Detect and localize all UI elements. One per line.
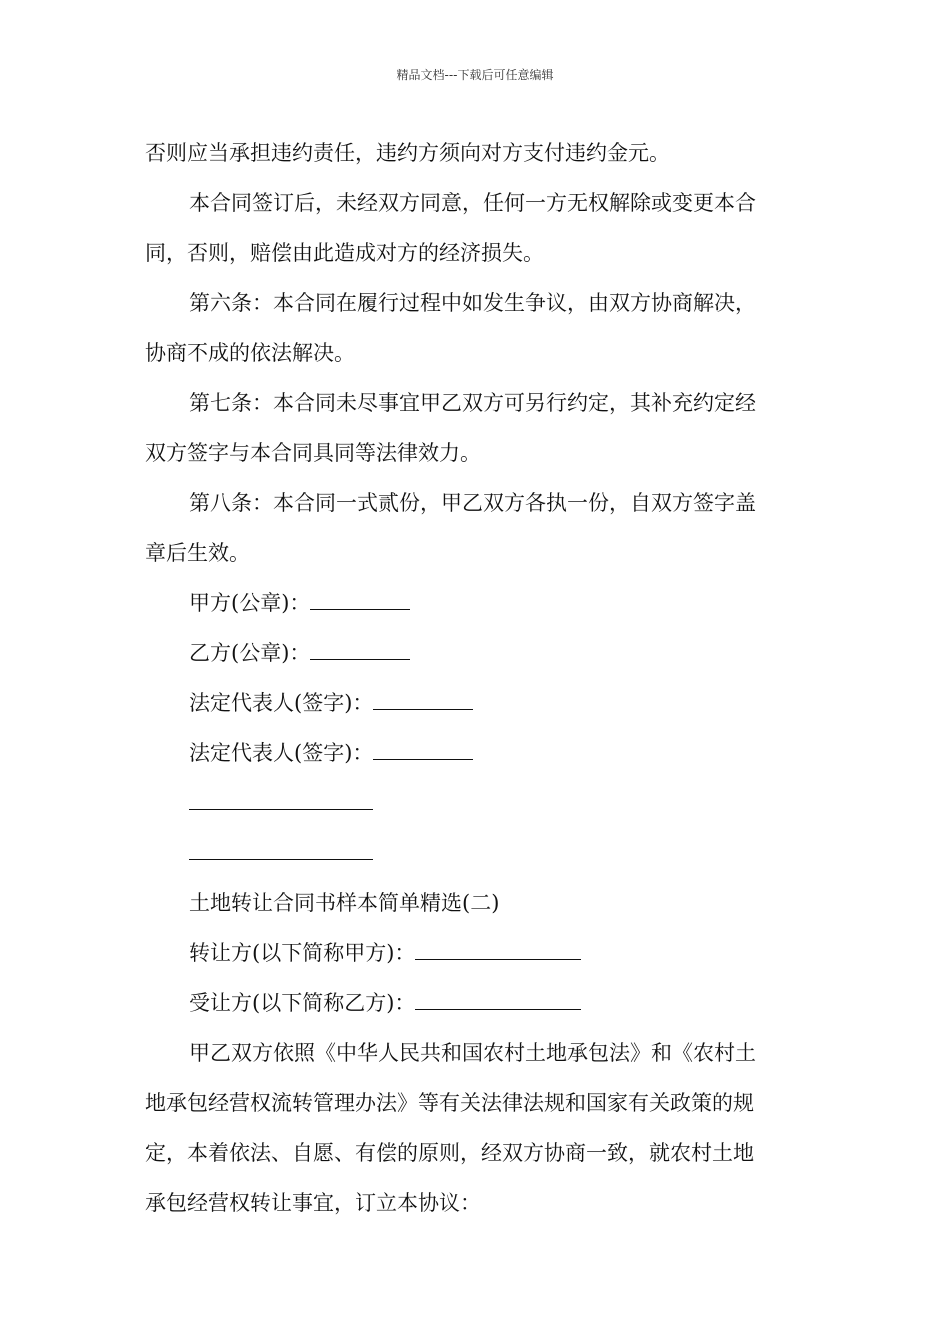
paragraph-line: 章后生效。 xyxy=(145,541,250,565)
month-blank xyxy=(289,791,331,810)
party-a-seal-line xyxy=(145,578,807,628)
clause-six: 第六条：本合同在履行过程中如发生争议，由双方协商解决， xyxy=(189,291,756,315)
paragraph-line: 承包经营权转让事宜，订立本协议： xyxy=(145,1191,481,1215)
party-a-seal-label: 甲方(公章)： xyxy=(189,591,311,615)
paragraph-line: 否则应当承担违约责任，违约方须向对方支付违约金元。 xyxy=(145,141,670,165)
rep-a-signature-blank xyxy=(373,691,473,710)
paragraph-line: 甲乙双方依照《中华人民共和国农村土地承包法》和《农村土 xyxy=(189,1041,756,1065)
party-a-seal-blank xyxy=(310,591,410,610)
page-header: 精品文档---下载后可任意编辑 xyxy=(396,68,554,82)
date-line-b xyxy=(145,828,807,878)
party-b-seal-blank xyxy=(310,641,410,660)
transferor-blank xyxy=(415,941,581,960)
year-blank xyxy=(189,841,289,860)
year-blank xyxy=(189,791,289,810)
section-title: 土地转让合同书样本简单精选(二) xyxy=(189,891,500,915)
transferor-line xyxy=(145,928,807,978)
party-b-seal-label: 乙方(公章)： xyxy=(189,641,311,665)
party-b-seal-line xyxy=(145,628,807,678)
paragraph-line: 定，本着依法、自愿、有偿的原则，经双方协商一致，就农村土地 xyxy=(145,1141,754,1165)
document-body xyxy=(145,128,807,1228)
rep-a-signature-label: 法定代表人(签字)： xyxy=(189,691,374,715)
transferor-label: 转让方(以下简称甲方)： xyxy=(189,941,416,965)
clause-seven: 第七条：本合同未尽事宜甲乙双方可另行约定，其补充约定经 xyxy=(189,391,756,415)
transferee-line xyxy=(145,978,807,1028)
paragraph-line: 地承包经营权流转管理办法》等有关法律法规和国家有关政策的规 xyxy=(145,1091,754,1115)
transferee-blank xyxy=(415,991,581,1010)
rep-b-signature-blank xyxy=(373,741,473,760)
transferee-label: 受让方(以下简称乙方)： xyxy=(189,991,416,1015)
day-blank xyxy=(331,791,373,810)
rep-b-signature-label: 法定代表人(签字)： xyxy=(189,741,374,765)
day-blank xyxy=(331,841,373,860)
rep-a-signature-line xyxy=(145,678,807,728)
clause-eight: 第八条：本合同一式贰份，甲乙双方各执一份，自双方签字盖 xyxy=(189,491,756,515)
month-blank xyxy=(289,841,331,860)
rep-b-signature-line xyxy=(145,728,807,778)
paragraph-line: 同，否则，赔偿由此造成对方的经济损失。 xyxy=(145,241,544,265)
date-line-a xyxy=(145,778,807,828)
paragraph-line: 协商不成的依法解决。 xyxy=(145,341,355,365)
paragraph-line: 双方签字与本合同具同等法律效力。 xyxy=(145,441,481,465)
paragraph-line: 本合同签订后，未经双方同意，任何一方无权解除或变更本合 xyxy=(189,191,756,215)
